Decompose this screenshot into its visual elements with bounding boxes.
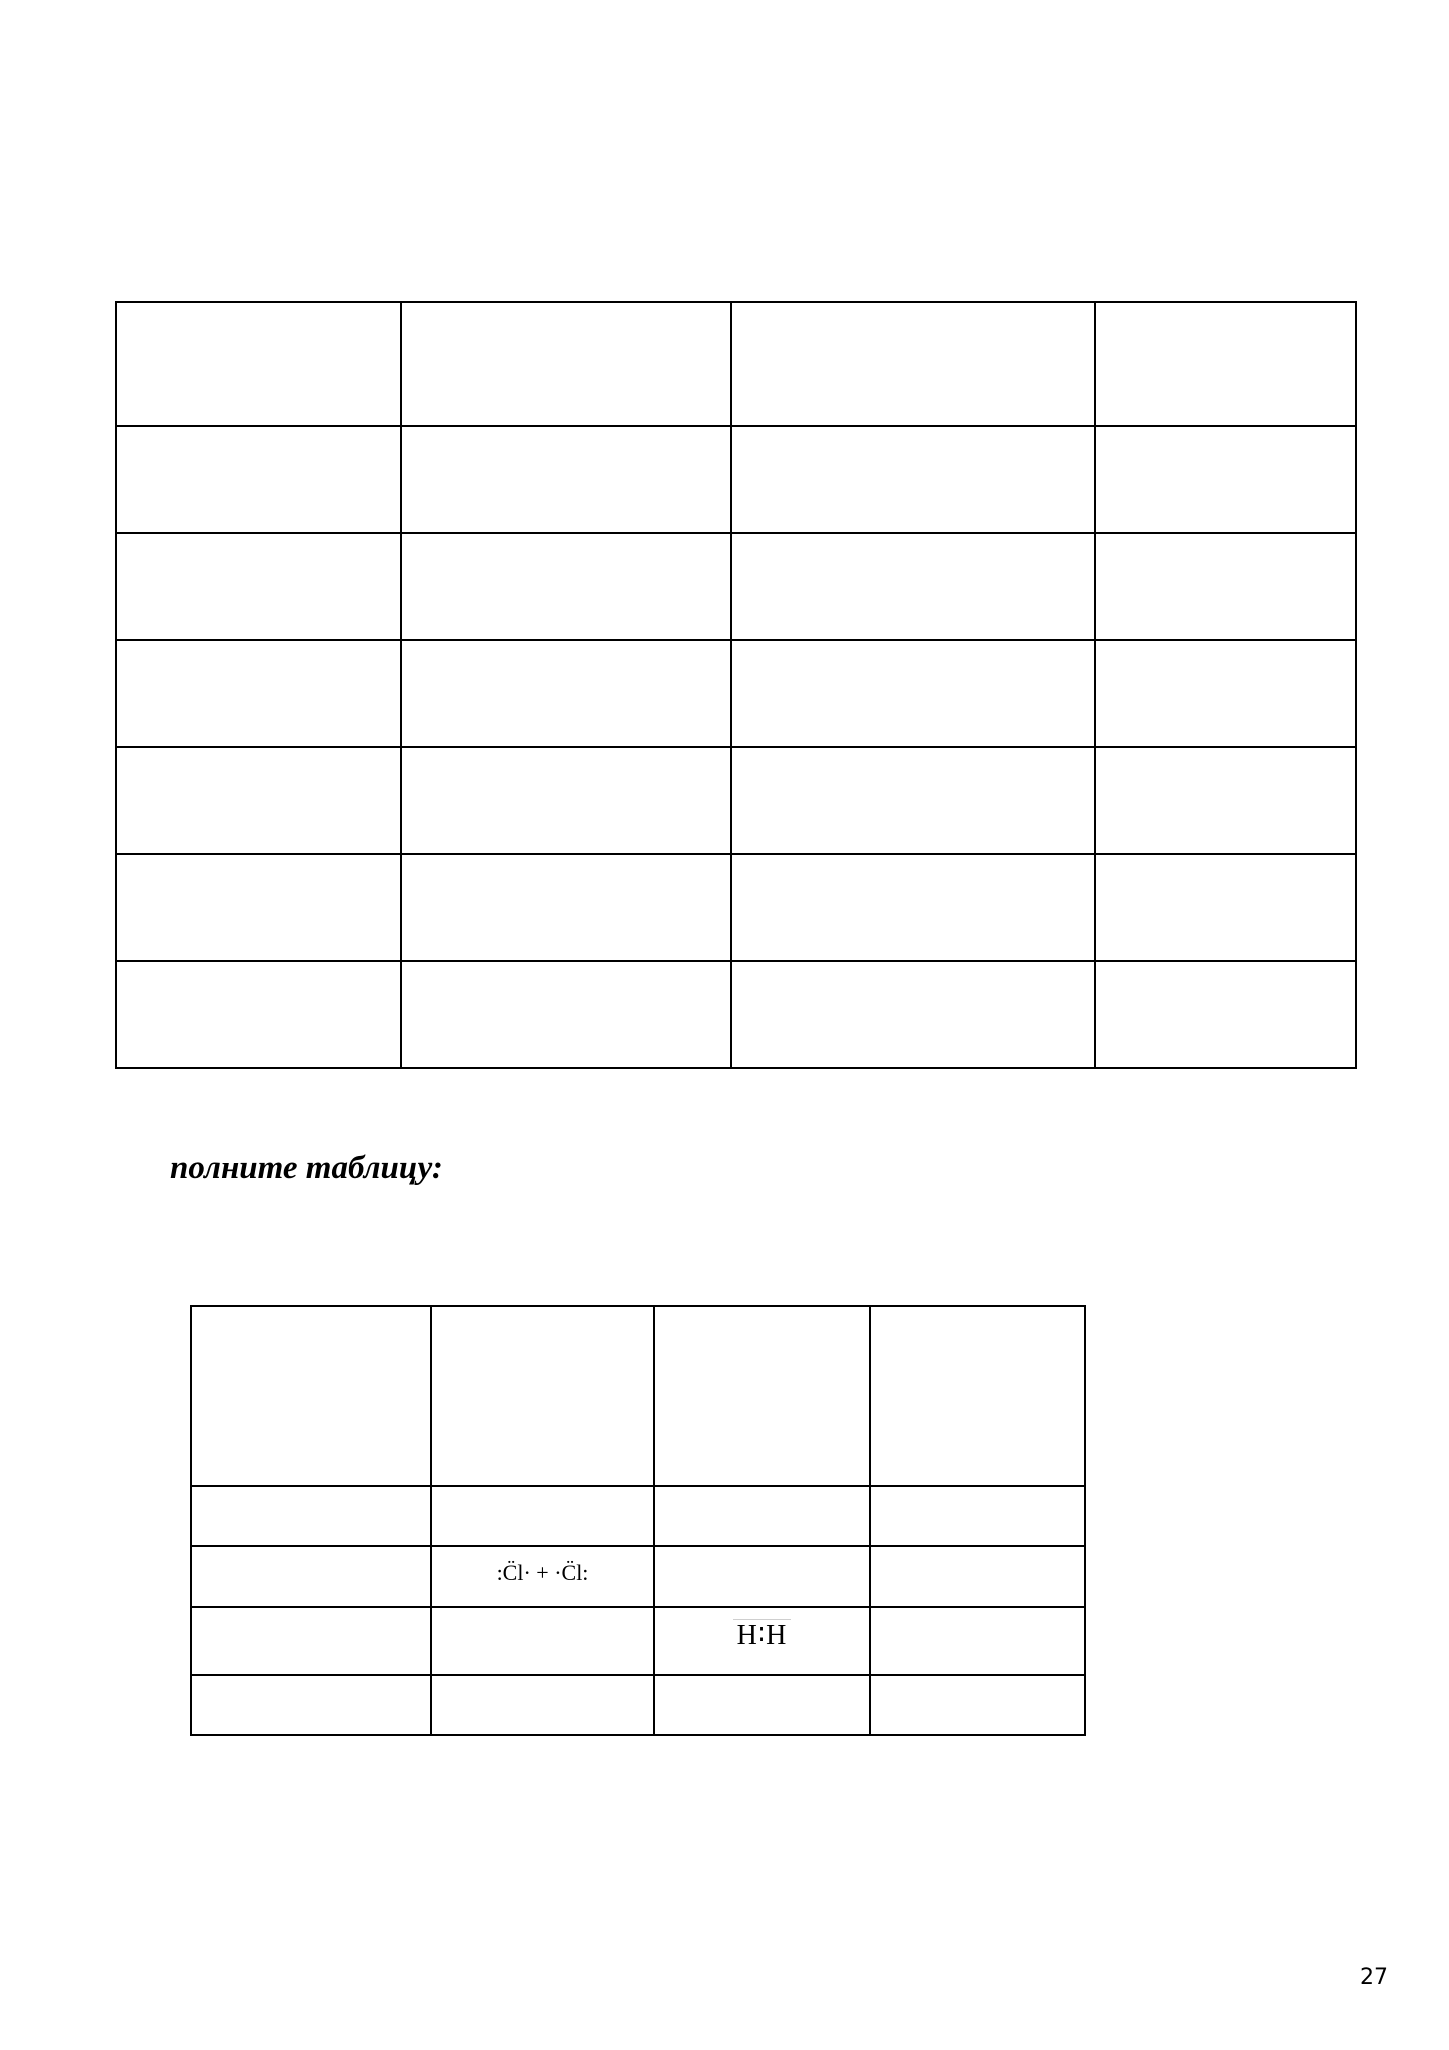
table-cell	[191, 1607, 431, 1675]
table-cell	[191, 1546, 431, 1607]
table-cell	[116, 961, 401, 1068]
table-cell	[401, 747, 731, 854]
table-row	[191, 1486, 1085, 1546]
empty-table-top	[115, 301, 1357, 1069]
table-row	[116, 302, 1356, 426]
table-cell	[116, 533, 401, 640]
page-number: 27	[1360, 1965, 1388, 1990]
table-row	[116, 426, 1356, 533]
table-cell	[401, 302, 731, 426]
table-row	[116, 961, 1356, 1068]
table-cell	[191, 1486, 431, 1546]
table-row	[191, 1675, 1085, 1735]
table-cell	[401, 426, 731, 533]
table-cell	[116, 640, 401, 747]
table-cell	[191, 1306, 431, 1486]
table-row	[116, 533, 1356, 640]
table-cell	[401, 961, 731, 1068]
table-cell	[1095, 747, 1356, 854]
table-cell	[1095, 640, 1356, 747]
table-cell	[116, 854, 401, 961]
table-row	[116, 640, 1356, 747]
table-cell	[1095, 302, 1356, 426]
table-row	[191, 1306, 1085, 1486]
table-row	[191, 1546, 1085, 1607]
chlorine-lewis-formula: :C̈l· + ·C̈l:	[496, 1560, 589, 1585]
table-cell	[654, 1486, 870, 1546]
table-cell	[654, 1306, 870, 1486]
table-cell	[654, 1546, 870, 1607]
table-cell	[870, 1306, 1085, 1486]
table-cell	[870, 1486, 1085, 1546]
table-row	[191, 1607, 1085, 1675]
table-cell	[116, 747, 401, 854]
table-cell	[731, 302, 1095, 426]
hydrogen-lewis-formula: H∶H	[733, 1619, 792, 1652]
table-cell	[731, 854, 1095, 961]
table-cell	[1095, 961, 1356, 1068]
table-cell	[654, 1675, 870, 1735]
table-cell	[401, 533, 731, 640]
table-cell	[116, 426, 401, 533]
table-cell	[1095, 426, 1356, 533]
table-cell	[731, 640, 1095, 747]
table-cell	[191, 1675, 431, 1735]
table-cell	[431, 1486, 654, 1546]
table-cell	[401, 854, 731, 961]
table-cell	[116, 302, 401, 426]
table-cell	[654, 1607, 870, 1675]
table-cell	[731, 961, 1095, 1068]
table-cell	[731, 747, 1095, 854]
table-cell	[731, 533, 1095, 640]
table-cell	[870, 1675, 1085, 1735]
table-row	[116, 854, 1356, 961]
instruction-heading: полните таблицу:	[170, 1150, 443, 1186]
table-cell	[731, 426, 1095, 533]
bonding-table	[190, 1305, 1086, 1736]
table-cell	[431, 1675, 654, 1735]
table-cell	[870, 1607, 1085, 1675]
table-cell	[431, 1607, 654, 1675]
table-cell	[1095, 854, 1356, 961]
table-cell	[431, 1546, 654, 1607]
table-cell	[431, 1306, 654, 1486]
table-cell	[1095, 533, 1356, 640]
table-cell	[870, 1546, 1085, 1607]
table-cell	[401, 640, 731, 747]
table-row	[116, 747, 1356, 854]
